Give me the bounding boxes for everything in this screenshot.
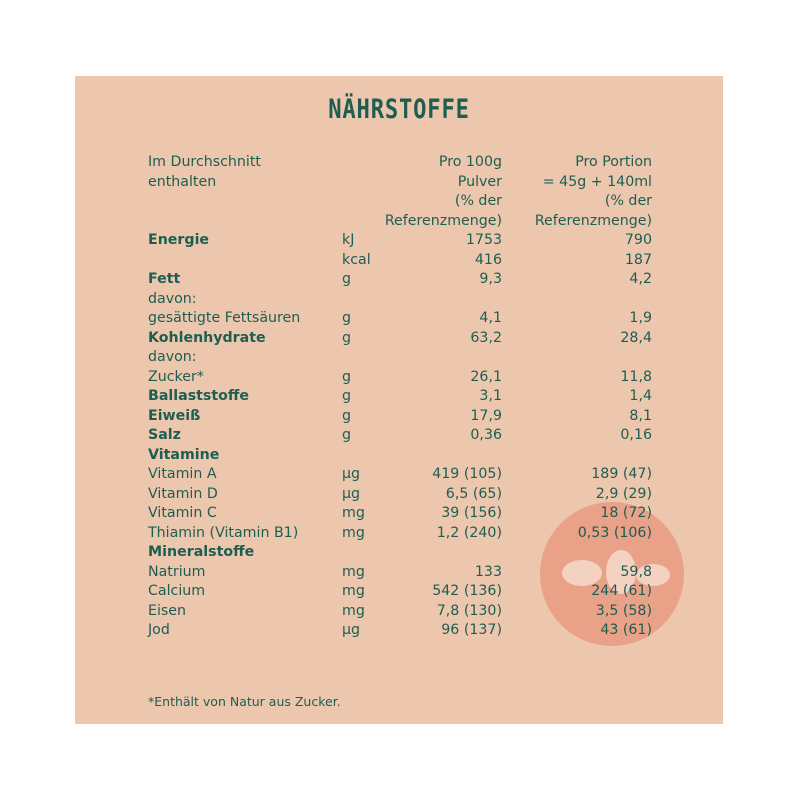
- value-per-100g: 6,5 (65): [445, 485, 502, 502]
- nutrient-name: davon:: [148, 349, 197, 365]
- nutrient-name: Kohlenhydrate: [148, 329, 266, 346]
- nutrient-unit: µg: [342, 485, 361, 502]
- nutrient-name: Ballaststoffe: [148, 388, 250, 404]
- nutrient-unit: g: [342, 407, 352, 424]
- nutrient-name: Natrium: [148, 563, 206, 580]
- header-per100-label: Pulver: [457, 173, 502, 190]
- value-per-portion: 59,8: [620, 563, 652, 580]
- nutrient-unit: kJ: [342, 232, 355, 248]
- value-per-portion: 187: [624, 251, 652, 268]
- value-per-100g: 133: [474, 563, 502, 580]
- nutrition-panel: [75, 76, 723, 724]
- nutrient-name: gesättigte Fettsäuren: [148, 310, 301, 326]
- nutrient-unit: g: [342, 271, 352, 287]
- nutrient-unit: g: [342, 368, 352, 385]
- value-per-portion: 0,16: [620, 427, 652, 443]
- header-portion-label: Pro Portion: [575, 154, 652, 170]
- header-portion-label: = 45g + 140ml: [542, 173, 652, 190]
- value-per-portion: 4,2: [629, 271, 652, 287]
- nutrient-unit: g: [342, 427, 352, 443]
- nutrient-name: Jod: [148, 622, 170, 638]
- nutrient-name: Energie: [148, 232, 210, 248]
- value-per-portion: 8,1: [629, 407, 652, 424]
- nutrient-name: Mineralstoffe: [148, 544, 255, 560]
- value-per-100g: 26,1: [470, 368, 502, 385]
- nutrient-name: Fett: [148, 271, 181, 287]
- nutrient-name: Zucker*: [148, 368, 204, 385]
- nutrient-name: Calcium: [148, 583, 206, 599]
- nutrient-unit: µg: [342, 622, 361, 638]
- nutrient-name: Vitamin A: [148, 466, 217, 482]
- nutrient-name: Vitamine: [148, 446, 220, 463]
- value-per-portion: 18 (72): [600, 505, 652, 521]
- value-per-portion: 189 (47): [591, 466, 652, 482]
- nutrient-name: Thiamin (Vitamin B1): [148, 524, 299, 541]
- value-per-100g: 17,9: [470, 407, 502, 424]
- value-per-100g: 7,8 (130): [436, 602, 502, 619]
- nutrient-unit: µg: [342, 466, 361, 482]
- nutrient-name: Salz: [148, 427, 181, 443]
- value-per-100g: 39 (156): [441, 505, 502, 521]
- nutrient-unit: mg: [342, 583, 365, 599]
- header-per100-label: Pro 100g: [438, 154, 502, 170]
- value-per-portion: 1,9: [629, 310, 652, 326]
- value-per-100g: 4,1: [479, 310, 502, 326]
- nutrient-unit: kcal: [342, 251, 371, 268]
- footnote: *Enthält von Natur aus Zucker.: [148, 694, 341, 709]
- header-col-label: Im Durchschnitt: [148, 154, 261, 170]
- value-per-100g: 63,2: [470, 329, 502, 346]
- value-per-portion: 2,9 (29): [595, 485, 652, 502]
- nutrient-unit: mg: [342, 505, 365, 521]
- value-per-portion: 244 (61): [591, 583, 652, 599]
- header-portion-label: (% der: [604, 193, 652, 209]
- value-per-100g: 542 (136): [432, 583, 502, 599]
- value-per-100g: 416: [474, 251, 502, 268]
- header-col-label: enthalten: [148, 173, 217, 190]
- nutrient-unit: g: [342, 329, 352, 346]
- header-per100-label: Referenzmenge): [384, 212, 502, 229]
- value-per-portion: 11,8: [620, 368, 652, 385]
- value-per-100g: 1753: [465, 232, 502, 248]
- header-portion-label: Referenzmenge): [534, 212, 652, 229]
- value-per-100g: 419 (105): [432, 466, 502, 482]
- nutrient-unit: mg: [342, 524, 365, 541]
- nutrient-unit: g: [342, 388, 352, 404]
- value-per-100g: 0,36: [470, 427, 502, 443]
- value-per-portion: 28,4: [620, 329, 652, 346]
- nutrient-name: Eisen: [148, 602, 187, 619]
- nutrient-name: Vitamin C: [148, 505, 217, 521]
- nutrient-name: Vitamin D: [148, 485, 218, 502]
- value-per-portion: 0,53 (106): [577, 524, 652, 541]
- nutrient-name: Eiweiß: [148, 407, 201, 424]
- value-per-portion: 790: [624, 232, 652, 248]
- nutrient-unit: g: [342, 310, 352, 326]
- page-title: NÄHRSTOFFE: [328, 94, 470, 125]
- value-per-portion: 43 (61): [600, 622, 652, 638]
- nutrient-unit: mg: [342, 602, 365, 619]
- value-per-100g: 3,1: [479, 388, 502, 404]
- value-per-100g: 9,3: [479, 271, 502, 287]
- value-per-100g: 1,2 (240): [436, 524, 502, 541]
- header-per100-label: (% der: [454, 193, 502, 209]
- value-per-portion: 1,4: [629, 388, 652, 404]
- nutrient-name: davon:: [148, 290, 197, 307]
- value-per-100g: 96 (137): [441, 622, 502, 638]
- value-per-portion: 3,5 (58): [595, 602, 652, 619]
- nutrient-unit: mg: [342, 563, 365, 580]
